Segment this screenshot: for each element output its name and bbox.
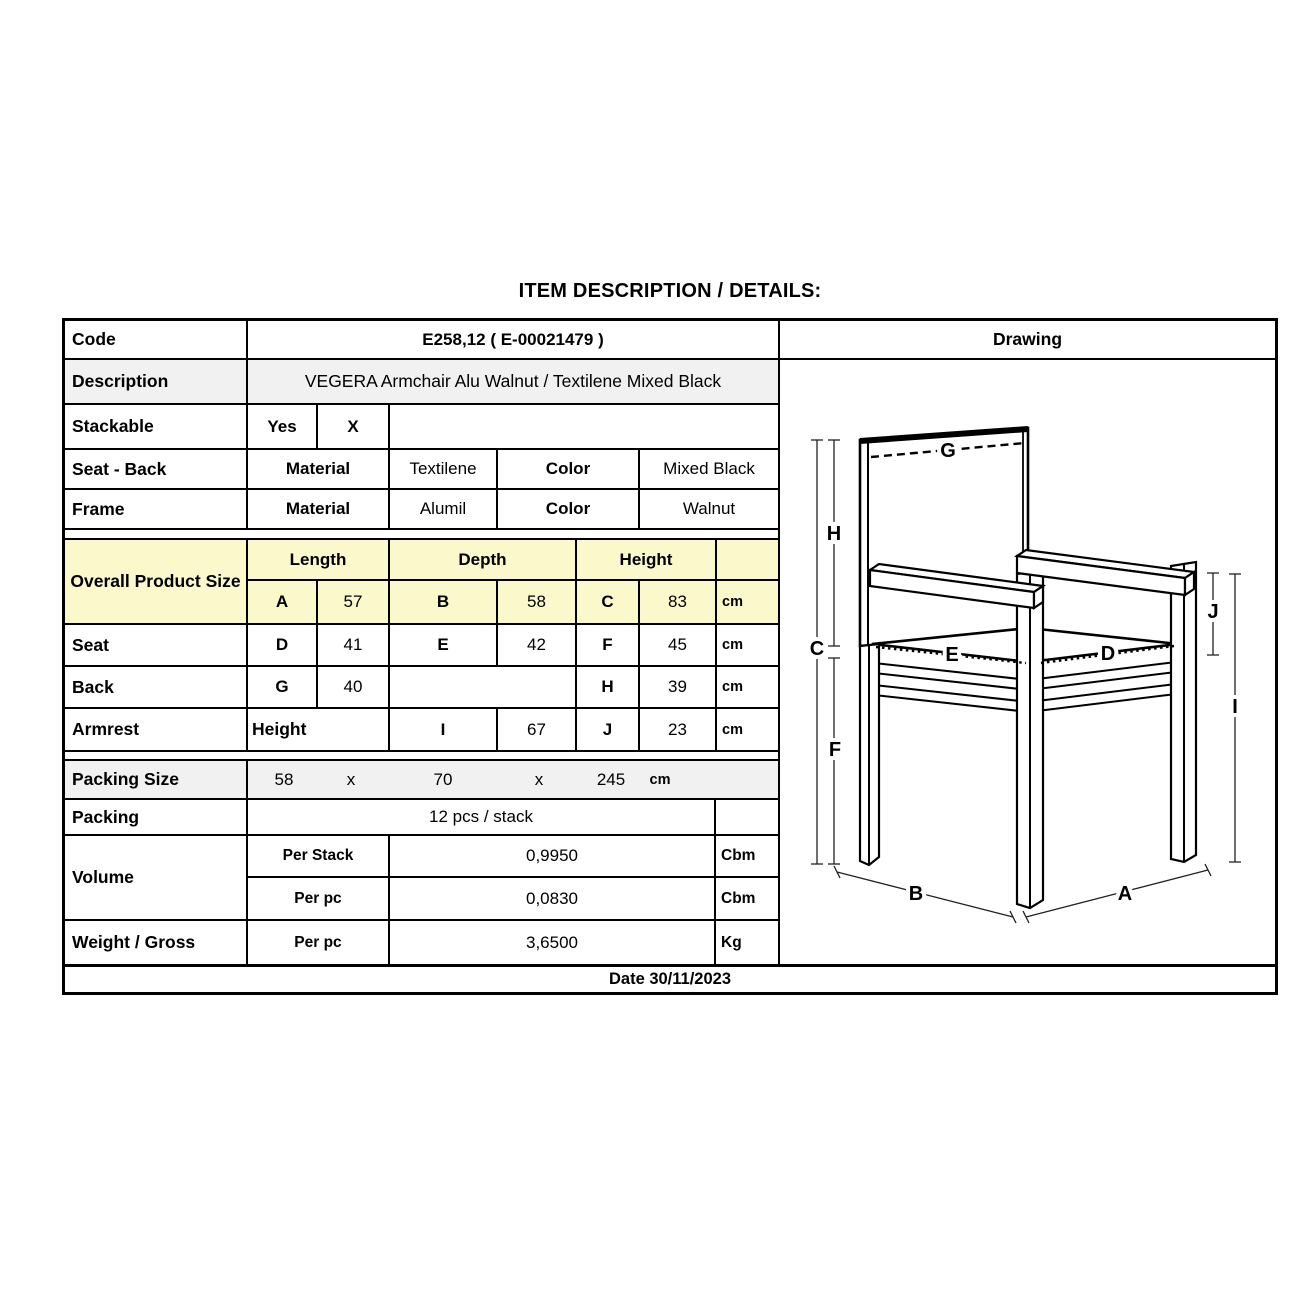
date-row: Date 30/11/2023 bbox=[65, 964, 1275, 992]
armrest-letter-j: J bbox=[577, 709, 640, 750]
overall-length-label: Length bbox=[248, 540, 390, 579]
dim-label-g: G bbox=[940, 440, 956, 462]
overall-value-c: 83 bbox=[640, 581, 717, 623]
back-value-h: 39 bbox=[640, 667, 717, 707]
seat-back-color-value: Mixed Black bbox=[640, 450, 780, 488]
overall-size-label: Overall Product Size bbox=[65, 540, 248, 623]
packing-size-v1: 58 bbox=[274, 769, 294, 789]
frame-material-value: Alumil bbox=[390, 490, 498, 528]
dim-label-d: D bbox=[1100, 643, 1116, 665]
weight-unit: Kg bbox=[716, 921, 780, 964]
chair-drawing bbox=[780, 360, 1275, 962]
overall-letter-b: B bbox=[390, 581, 498, 623]
packing-label: Packing bbox=[65, 800, 248, 834]
code-label: Code bbox=[65, 321, 248, 358]
row-back bbox=[65, 667, 780, 709]
dim-label-i: I bbox=[1232, 696, 1238, 718]
row-frame bbox=[65, 490, 780, 530]
armrest-unit: cm bbox=[717, 709, 780, 750]
stackable-yes-label: Yes bbox=[248, 405, 318, 448]
row-volume bbox=[65, 836, 780, 921]
back-empty-cell bbox=[390, 667, 577, 707]
seat-letter-e: E bbox=[390, 625, 498, 665]
armrest-value-i: 67 bbox=[498, 709, 577, 750]
back-unit: cm bbox=[717, 667, 780, 707]
dim-label-j: J bbox=[1207, 601, 1219, 623]
dim-label-f: F bbox=[828, 739, 842, 761]
back-value-g: 40 bbox=[318, 667, 390, 707]
weight-label: Weight / Gross bbox=[65, 921, 248, 964]
volume-per-pc-unit: Cbm bbox=[716, 878, 780, 919]
armrest-height-label: Height bbox=[248, 709, 390, 750]
stackable-label: Stackable bbox=[65, 405, 248, 448]
row-stackable bbox=[65, 405, 780, 450]
seat-letter-d: D bbox=[248, 625, 318, 665]
dim-label-b: B bbox=[908, 883, 924, 905]
overall-unit-header-cell bbox=[717, 540, 780, 579]
back-letter-h: H bbox=[577, 667, 640, 707]
spacer-row bbox=[65, 752, 780, 761]
description-value: VEGERA Armchair Alu Walnut / Textilene Mixed Black bbox=[248, 360, 780, 403]
packing-size-v3: 245 bbox=[596, 769, 626, 789]
overall-letter-c: C bbox=[577, 581, 640, 623]
seat-letter-f: F bbox=[577, 625, 640, 665]
overall-value-b: 58 bbox=[498, 581, 577, 623]
frame-color-value: Walnut bbox=[640, 490, 780, 528]
drawing-panel bbox=[780, 321, 1275, 964]
seat-back-material-value: Textilene bbox=[390, 450, 498, 488]
packing-size-value bbox=[248, 761, 780, 798]
armrest-letter-i: I bbox=[390, 709, 498, 750]
spec-table bbox=[62, 318, 1278, 995]
chair-rail bbox=[874, 663, 1029, 690]
back-letter-g: G bbox=[248, 667, 318, 707]
row-packing-size bbox=[65, 761, 780, 800]
seat-value-d: 41 bbox=[318, 625, 390, 665]
stackable-yes-mark: X bbox=[318, 405, 390, 448]
seat-unit: cm bbox=[717, 625, 780, 665]
row-code bbox=[65, 321, 780, 360]
seat-back-label: Seat - Back bbox=[65, 450, 248, 488]
packing-value: 12 pcs / stack bbox=[248, 800, 716, 834]
code-value: E258,12 ( E-00021479 ) bbox=[248, 321, 780, 358]
seat-back-material-label: Material bbox=[248, 450, 390, 488]
chair-rail bbox=[874, 685, 1029, 712]
row-weight bbox=[65, 921, 780, 964]
overall-letter-a: A bbox=[248, 581, 318, 623]
overall-unit: cm bbox=[717, 581, 780, 623]
volume-per-pc-label: Per pc bbox=[248, 878, 390, 919]
page-title: ITEM DESCRIPTION / DETAILS: bbox=[518, 280, 822, 302]
dim-label-h: H bbox=[826, 523, 842, 545]
spacer-row bbox=[65, 530, 780, 540]
volume-per-stack-label: Per Stack bbox=[248, 836, 390, 876]
row-armrest bbox=[65, 709, 780, 752]
frame-label: Frame bbox=[65, 490, 248, 528]
packing-size-v2: 70 bbox=[433, 769, 453, 789]
volume-per-stack-value: 0,9950 bbox=[390, 836, 716, 876]
overall-depth-label: Depth bbox=[390, 540, 577, 579]
row-seat bbox=[65, 625, 780, 667]
seat-back-color-label: Color bbox=[498, 450, 640, 488]
packing-empty-cell bbox=[716, 800, 780, 834]
seat-value-f: 45 bbox=[640, 625, 717, 665]
row-seat-back bbox=[65, 450, 780, 490]
volume-per-stack-unit: Cbm bbox=[716, 836, 780, 876]
dim-label-c: C bbox=[809, 638, 825, 660]
frame-color-label: Color bbox=[498, 490, 640, 528]
overall-height-label: Height bbox=[577, 540, 717, 579]
packing-size-x1: x bbox=[346, 769, 356, 789]
packing-size-label: Packing Size bbox=[65, 761, 248, 798]
stackable-empty-cell bbox=[390, 405, 780, 448]
description-label: Description bbox=[65, 360, 248, 403]
weight-value: 3,6500 bbox=[390, 921, 716, 964]
row-packing bbox=[65, 800, 780, 836]
back-label: Back bbox=[65, 667, 248, 707]
row-description bbox=[65, 360, 780, 405]
row-overall-size bbox=[65, 540, 780, 625]
armrest-label: Armrest bbox=[65, 709, 248, 750]
packing-size-unit: cm bbox=[649, 771, 671, 788]
packing-size-x2: x bbox=[534, 769, 544, 789]
weight-per-pc-label: Per pc bbox=[248, 921, 390, 964]
drawing-header: Drawing bbox=[780, 321, 1275, 360]
frame-material-label: Material bbox=[248, 490, 390, 528]
volume-per-pc-value: 0,0830 bbox=[390, 878, 716, 919]
volume-label: Volume bbox=[65, 836, 248, 919]
dim-label-e: E bbox=[945, 644, 959, 666]
overall-value-a: 57 bbox=[318, 581, 390, 623]
dim-label-a: A bbox=[1117, 883, 1133, 905]
seat-label: Seat bbox=[65, 625, 248, 665]
armrest-value-j: 23 bbox=[640, 709, 717, 750]
seat-value-e: 42 bbox=[498, 625, 577, 665]
